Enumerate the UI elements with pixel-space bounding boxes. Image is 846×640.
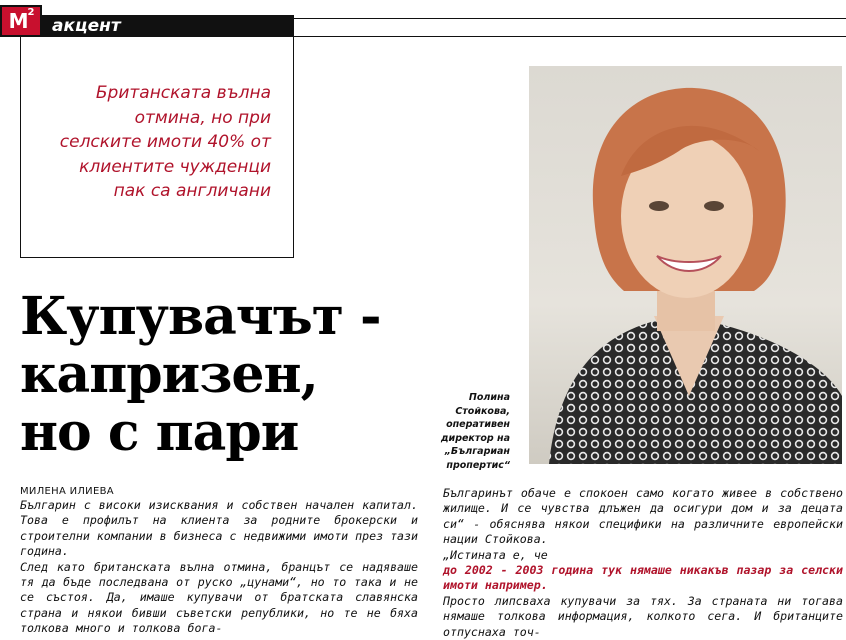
article-column-left bbox=[20, 498, 418, 637]
magazine-logo: $M^2$ bbox=[0, 5, 42, 37]
headline-line-1: Купувачът - bbox=[20, 286, 381, 347]
headline-line-2: капризен, bbox=[20, 344, 318, 405]
author-byline: МИЛЕНА ИЛИЕВА bbox=[20, 486, 114, 497]
photo-caption bbox=[420, 391, 510, 472]
header-rule-lower bbox=[294, 36, 846, 37]
pullquote-text: Британската вълна отмина, но при селските имоти 40% от клиентите чужденци пак са англичани bbox=[59, 83, 271, 201]
paragraph-lead: „Истината е, че bbox=[443, 547, 548, 562]
caption-line: Полина bbox=[468, 392, 510, 403]
headline-line-3: но с пари bbox=[20, 402, 299, 463]
caption-line: оперативен bbox=[446, 419, 510, 430]
section-label: акцент bbox=[42, 15, 294, 37]
pullquote-box bbox=[20, 37, 294, 258]
paragraph: Българинът обаче е спокоен само когато живее в собствено жилище. И се чувства длъжен да осигури дом и за децата си“ - обяснява някои специфики на различните европейски нации Стойкова. bbox=[443, 486, 843, 547]
portrait-illustration bbox=[529, 66, 842, 464]
caption-line: директор на bbox=[440, 432, 510, 444]
caption-line: пропертис“ bbox=[446, 459, 510, 471]
caption-line: „Българиан bbox=[444, 446, 510, 457]
article-column-right bbox=[443, 486, 843, 640]
caption-line: Стойкова, bbox=[455, 405, 510, 417]
header-rule bbox=[294, 18, 846, 19]
paragraph: След като британската вълна отмина, бранцът се надяваше тя да бъде последвана от руско „цунами“, но то така и не се състоя. Да, имаше купувачи от братската славянска страна и някои бивши съветски републики, но те не бяха толкова много и толкова бога- bbox=[20, 559, 418, 636]
article-headline bbox=[20, 288, 440, 462]
portrait-photo bbox=[529, 66, 842, 464]
highlighted-paragraph: до 2002 - 2003 година тук нямаше никакъв пазар за селски имоти например. bbox=[443, 563, 843, 593]
paragraph: Просто липсваха купувачи за тях. За страната ни тогава нямаше толкова информация, колкото сега. И британците отпуснаха точ- bbox=[443, 593, 843, 639]
paragraph: Българин с високи изисквания и собствен начален капитал. Това е профилът на клиента за родните брокерски и строителни компании в бизнеса с недвижими имоти през тази година. bbox=[20, 498, 418, 559]
